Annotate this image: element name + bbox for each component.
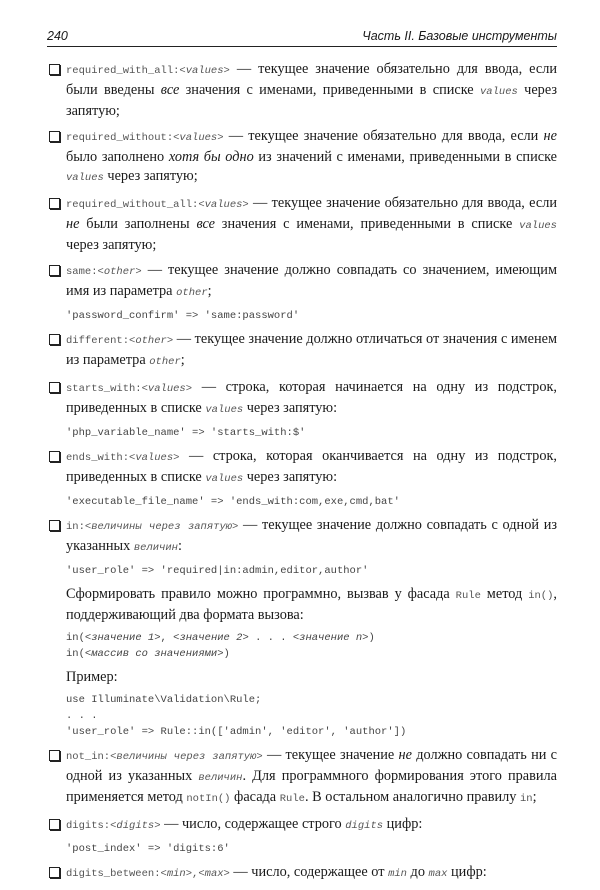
- note-text: Сформировать правило можно программно, вызвав у фасада: [66, 586, 456, 602]
- rule-emphasis: не: [66, 216, 80, 232]
- code-fragment: . . .: [248, 632, 293, 644]
- rule-emphasis: все: [196, 216, 215, 232]
- rule-param: max: [428, 868, 448, 880]
- rule-param: other: [149, 356, 181, 368]
- checkbox-bullet-icon: [49, 265, 60, 276]
- rule-text: из значений с именами, приведенными в списке: [253, 149, 557, 165]
- rule-required-without: [47, 127, 557, 188]
- rule-text: через запятую:: [243, 400, 338, 416]
- code-line: 'user_role' => Rule::in(['admin', 'editor', 'author']): [66, 726, 407, 738]
- rule-in: [47, 516, 557, 740]
- rule-text: через запятую;: [103, 168, 198, 184]
- rule-param: values: [66, 172, 104, 184]
- checkbox-bullet-icon: [49, 867, 60, 878]
- rule-param: values: [519, 220, 557, 232]
- rule-text: . В остальном аналогично правилу: [304, 789, 520, 805]
- rule-param: notIn(): [186, 793, 231, 805]
- checkbox-bullet-icon: [49, 198, 60, 209]
- code-fragment: ): [368, 632, 375, 644]
- rule-text: цифр:: [383, 816, 423, 832]
- checkbox-bullet-icon: [49, 750, 60, 761]
- checkbox-bullet-icon: [49, 819, 60, 830]
- rule-required-without-all: [47, 194, 557, 255]
- rule-emphasis: не: [398, 747, 412, 763]
- code-fragment: <массив со значениями>: [84, 648, 224, 660]
- code-fragment: ,: [160, 632, 174, 644]
- rule-text: ;: [532, 789, 537, 805]
- rule-text: значения с именами, приведенными в списке: [214, 216, 520, 232]
- page-content: [47, 60, 557, 890]
- code-line: use Illuminate\Validation\Rule;: [66, 694, 262, 706]
- rule-text: — число, содержащее строго: [160, 816, 346, 832]
- rule-not-in: [47, 746, 557, 809]
- rule-emphasis: все: [160, 82, 180, 98]
- rule-code: required_without_all:: [66, 199, 199, 211]
- rule-param: values: [205, 404, 244, 416]
- rule-code: required_with_all:: [66, 65, 180, 77]
- rule-text: ;: [180, 352, 185, 368]
- rule-text: было заполнено: [66, 149, 169, 165]
- rule-required-with-all: [47, 60, 557, 121]
- rule-param: величин: [133, 542, 178, 554]
- checkbox-bullet-icon: [49, 520, 60, 531]
- rule-text: цифр:: [447, 864, 487, 880]
- rule-text: фасада: [230, 789, 280, 805]
- code-fragment: ): [223, 648, 230, 660]
- rule-code: in:: [66, 521, 85, 533]
- page-header: [47, 28, 557, 47]
- rule-code: digits_between:: [66, 868, 161, 880]
- code-example: 'post_index' => 'digits:6': [66, 843, 230, 855]
- rule-text: — текущее значение обязательно для ввода, если: [223, 128, 544, 144]
- rule-param: min: [388, 868, 407, 880]
- rule-param: values: [205, 473, 244, 485]
- rule-digits: [47, 815, 557, 857]
- rule-digits-between: [47, 863, 557, 884]
- note-text: , поддерживающий два формата вызова:: [66, 586, 557, 623]
- rule-same: [47, 261, 557, 324]
- rule-text: — текущее значение должно совпадать со значением, имеющим имя из параметра: [66, 262, 557, 299]
- rule-param: Rule: [279, 793, 305, 805]
- rule-code: digits:: [66, 820, 111, 832]
- rule-text: — текущее значение обязательно для ввода, если были введены: [66, 61, 557, 98]
- code-fragment: <значение 1>: [84, 632, 161, 644]
- rule-arg: <values>: [179, 65, 230, 77]
- rule-text: :: [177, 538, 182, 554]
- rule-text: — текущее значение должно совпадать с одной из указанных: [66, 517, 557, 554]
- rule-text: должно совпадать ни с одной из указанных: [66, 747, 557, 784]
- checkbox-bullet-icon: [49, 64, 60, 75]
- rule-emphasis: не: [543, 128, 557, 144]
- rule-code: ends_with:: [66, 452, 130, 464]
- rule-param: values: [480, 86, 518, 98]
- code-example: 'executable_file_name' => 'ends_with:com,exe,cmd,bat': [66, 496, 400, 508]
- rule-arg: <values>: [129, 452, 180, 464]
- rule-arg: <величины через запятую>: [110, 751, 263, 763]
- rule-arg: <values>: [173, 132, 224, 144]
- code-fragment: <значение n>: [292, 632, 369, 644]
- checkbox-bullet-icon: [49, 334, 60, 345]
- rule-param: digits: [345, 820, 384, 832]
- code-example: 'php_variable_name' => 'starts_with:$': [66, 427, 306, 439]
- rule-arg: <other>: [97, 266, 142, 278]
- rule-arg: <other>: [129, 335, 174, 347]
- checkbox-bullet-icon: [49, 382, 60, 393]
- rule-text: ;: [207, 283, 212, 299]
- rule-code: different:: [66, 335, 130, 347]
- call-formats: [66, 630, 557, 662]
- note-code: Rule: [455, 590, 481, 602]
- rule-param: величин: [198, 772, 243, 784]
- rule-arg: <величины через запятую>: [84, 521, 239, 533]
- rule-arg: <max>: [198, 868, 230, 880]
- checkbox-bullet-icon: [49, 131, 60, 142]
- rule-emphasis: хотя бы одно: [168, 149, 254, 165]
- rule-param: in: [520, 793, 533, 805]
- rule-starts-with: [47, 378, 557, 441]
- rule-text: — текущее значение должно отличаться от значения с именем из параметра: [66, 331, 557, 368]
- code-fragment: in(: [66, 632, 85, 644]
- rule-text: — текущее значение: [262, 747, 399, 763]
- code-line: . . .: [66, 710, 98, 722]
- rule-code: starts_with:: [66, 383, 142, 395]
- rule-text: — строка, которая оканчивается на одну из подстрок, приведенных в списке: [66, 448, 557, 485]
- rule-text: — число, содержащее от: [229, 864, 389, 880]
- code-fragment: in(: [66, 648, 85, 660]
- rule-arg: <values>: [141, 383, 193, 395]
- note-code: in(): [528, 590, 554, 602]
- rule-text: — строка, которая начинается на одну из подстрок, приведенных в списке: [66, 379, 557, 416]
- rule-text: через запятую;: [66, 237, 157, 253]
- rule-arg: <digits>: [110, 820, 161, 832]
- part-title: Часть II. Базовые инструменты: [362, 29, 557, 43]
- rule-code: not_in:: [66, 751, 111, 763]
- rule-text: через запятую:: [243, 469, 338, 485]
- code-example: [66, 692, 557, 740]
- rule-param: other: [176, 287, 208, 299]
- rule-different: [47, 330, 557, 372]
- rule-arg: <min>: [160, 868, 193, 880]
- rule-arg: <values>: [198, 199, 249, 211]
- rule-text: — текущее значение обязательно для ввода, если: [248, 195, 557, 211]
- rule-code: same:: [66, 266, 98, 278]
- note-text: метод: [480, 586, 529, 602]
- rule-text: через запятую;: [66, 82, 557, 119]
- code-example: 'password_confirm' => 'same:password': [66, 310, 300, 322]
- rule-ends-with: [47, 447, 557, 510]
- rule-text: . Для программного формирования этого правила применяется метод: [66, 768, 557, 805]
- rule-text: были заполнены: [79, 216, 197, 232]
- checkbox-bullet-icon: [49, 451, 60, 462]
- rule-text: значения с именами, приведенными в списке: [179, 82, 480, 98]
- code-example: 'user_role' => 'required|in:admin,editor,author': [66, 565, 369, 577]
- page-number: 240: [47, 29, 68, 43]
- rule-in-note: [66, 585, 557, 625]
- rule-text: до: [406, 864, 429, 880]
- example-label: Пример:: [66, 669, 118, 685]
- rule-code: required_without:: [66, 132, 174, 144]
- rule-sep: ,: [192, 868, 199, 880]
- code-fragment: <значение 2>: [173, 632, 249, 644]
